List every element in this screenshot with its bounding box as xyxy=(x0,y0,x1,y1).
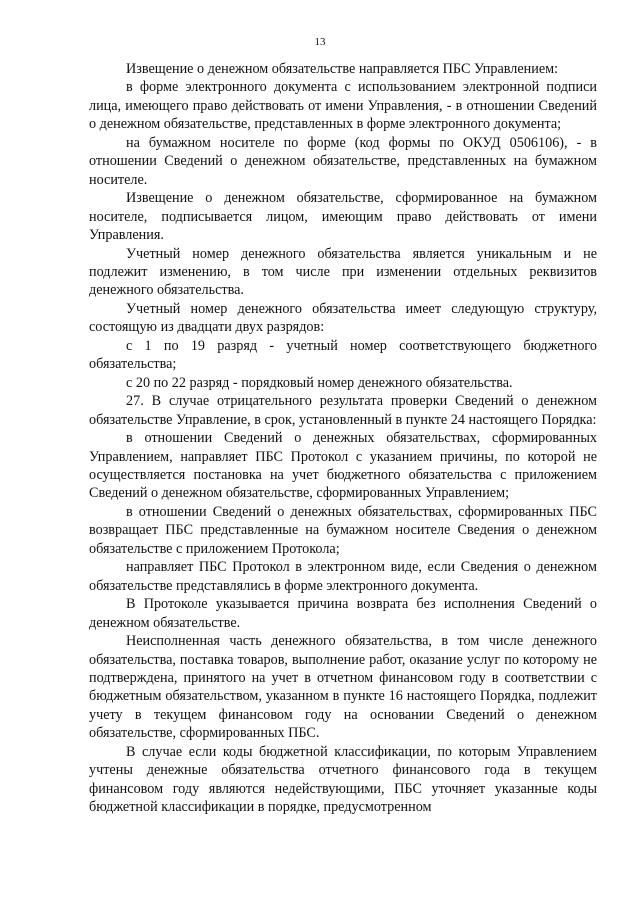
paragraph: Извещение о денежном обязательстве, сформированное на бумажном носителе, подписывается лицом, имеющим право действовать от имени Управления. xyxy=(89,190,597,244)
paragraph: Учетный номер денежного обязательства является уникальным и не подлежит изменению, в том числе при изменении отдельных реквизитов денежного обязательства. xyxy=(89,245,597,299)
paragraph: с 20 по 22 разряд - порядковый номер денежного обязательства. xyxy=(126,374,513,391)
paragraph: направляет ПБС Протокол в электронном виде, если Сведения о денежном обязательстве представлялись в форме электронного документа. xyxy=(89,559,597,594)
paragraph: на бумажном носителе по форме (код формы по ОКУД 0506106), - в отношении Сведений о денежном обязательстве, представленных на бумажном носителе. xyxy=(89,134,597,188)
paragraph: в отношении Сведений о денежных обязательствах, сформированных ПБС возвращает ПБС представленные на бумажном носителе Сведения о денежном обязательстве с приложением Протокола; xyxy=(89,503,597,557)
paragraph: Неисполненная часть денежного обязательства, в том числе денежного обязательства, поставка товаров, выполнение работ, оказание услуг по которому не подтверждена, принятого на учет в отчетном финансовом году в соответствии с бюджетным обязательством, указанном в пункте 16 настоящего Порядка, подлежит учету в текущем финансовом году на основании Сведений о денежном обязательстве, сформированных ПБС. xyxy=(89,633,597,742)
paragraph: В Протоколе указывается причина возврата без исполнения Сведений о денежном обязательстве. xyxy=(89,596,597,631)
document-body xyxy=(89,60,597,817)
paragraph: Извещение о денежном обязательстве направляется ПБС Управлением: xyxy=(126,61,559,77)
paragraph: с 1 по 19 разряд - учетный номер соответствующего бюджетного обязательства; xyxy=(89,337,597,373)
paragraph: в форме электронного документа с использованием электронной подписи лица, имеющего право действовать от имени Управления, - в отношении Сведений о денежном обязательстве, представленных в форме электронного документа; xyxy=(89,79,597,133)
paragraph: Учетный номер денежного обязательства имеет следующую структуру, состоящую из двадцати двух разрядов: xyxy=(89,300,597,336)
page-number: 13 xyxy=(314,36,326,48)
paragraph: В случае если коды бюджетной классификации, по которым Управлением учтены денежные обязательства отчетного финансового года в текущем финансовом году являются недействующими, ПБС уточняет указанные коды бюджетной классификации в порядке, предусмотренном xyxy=(89,743,597,816)
paragraph: 27. В случае отрицательного результата проверки Сведений о денежном обязательстве Управление, в срок, установленный в пункте 24 настоящего Порядка: xyxy=(89,393,597,428)
paragraph: в отношении Сведений о денежных обязательствах, сформированных Управлением, направляет ПБС Протокол с указанием причины, по которой не осуществляется постановка на учет бюджетного обязательства с приложением Сведений о денежном обязательстве, сформированных Управлением; xyxy=(89,430,597,502)
